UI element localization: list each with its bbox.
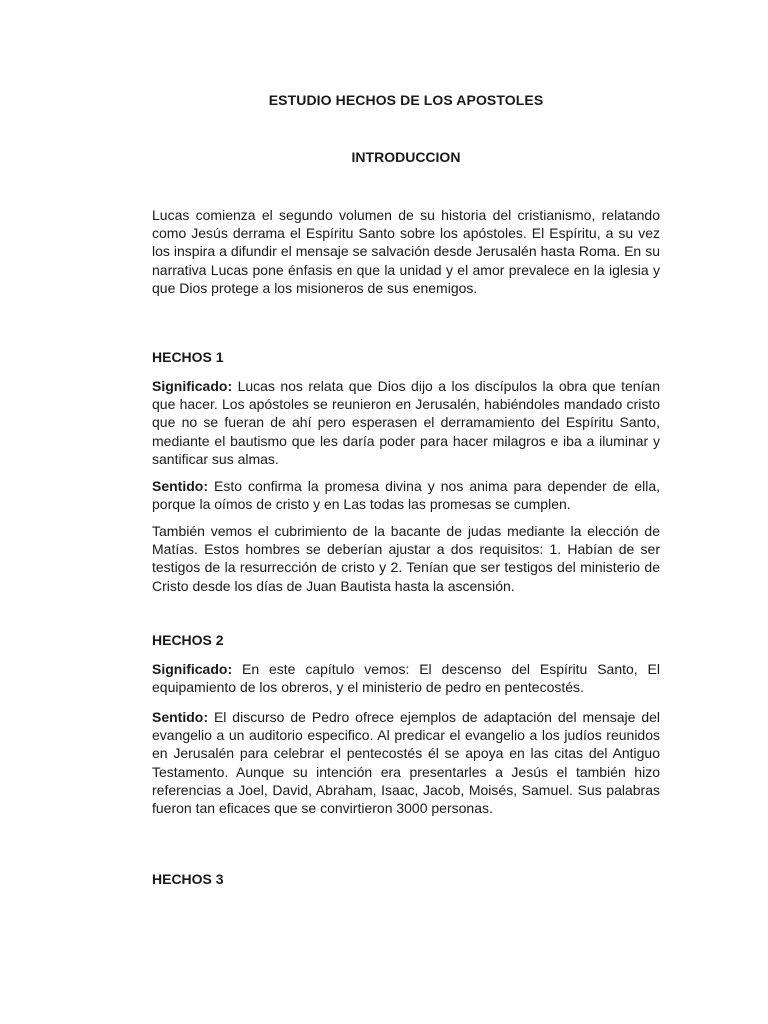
significado-label: Significado: [152, 378, 233, 394]
significado-label: Significado: [152, 661, 233, 677]
sentido-label: Sentido: [152, 478, 208, 494]
introduction-paragraph: Lucas comienza el segundo volumen de su historia del cristianismo, relatando como Jesús derrama el Espíritu Santo sobre los apóstoles. El Espíritu, a su vez los inspira a difundir el mensaje se salvación desde Jerusalén hasta Roma. En su narrativa Lucas pone énfasis en que la unidad y el amor prevalece en la iglesia y que Dios protege a los misioneros de sus enemigos. [152, 207, 660, 296]
hechos-1-extra-paragraph: También vemos el cubrimiento de la bacante de judas mediante la elección de Matías. Estos hombres se deberían ajustar a dos requisitos: 1. Habían de ser testigos de la resurrección de cristo y 2. Tenían que ser testigos del ministerio de Cristo desde los días de Juan Bautista hasta la ascensión. [152, 523, 660, 594]
document-title: ESTUDIO HECHOS DE LOS APOSTOLES [268, 92, 544, 108]
hechos-2-sentido-paragraph [152, 708, 660, 817]
hechos-1-significado-paragraph [152, 377, 660, 468]
significado-text: En este capítulo vemos: El descenso del Espíritu Santo, El equipamiento de los obreros, y el ministerio de pedro en pentecostés. [152, 661, 661, 696]
introduction-heading: INTRODUCCION [351, 149, 461, 165]
hechos-2-significado-paragraph [152, 660, 660, 696]
section-heading-hechos-3: HECHOS 3 [152, 871, 224, 887]
sentido-label: Sentido: [152, 709, 208, 725]
sentido-text: Esto confirma la promesa divina y nos anima para depender de ella, porque la oímos de cristo y en Las todas las promesas se cumplen. [152, 478, 661, 513]
section-heading-hechos-2: HECHOS 2 [152, 632, 224, 648]
significado-text: Lucas nos relata que Dios dijo a los discípulos la obra que tenían que hacer. Los apóstoles se reunieron en Jerusalén, habiéndoles mandado cristo que no se fueran de ahí pero esperasen el derramamiento del Espíritu Santo, mediante el bautismo que les daría poder para hacer milagros e iba a iluminar y santificar sus almas. [152, 378, 661, 467]
sentido-text: El discurso de Pedro ofrece ejemplos de adaptación del mensaje del evangelio a un auditorio especifico. Al predicar el evangelio a los judíos reunidos en Jerusalén para celebrar el pentecostés él se apoya en las citas del Antiguo Testamento. Aunque su intención era presentarles a Jesús el también hizo referencias a Joel, David, Abraham, Isaac, Jacob, Moisés, Samuel. Sus palabras fueron tan eficaces que se convirtieron 3000 personas. [152, 709, 661, 817]
section-heading-hechos-1: HECHOS 1 [152, 349, 224, 365]
hechos-1-sentido-paragraph [152, 477, 660, 513]
